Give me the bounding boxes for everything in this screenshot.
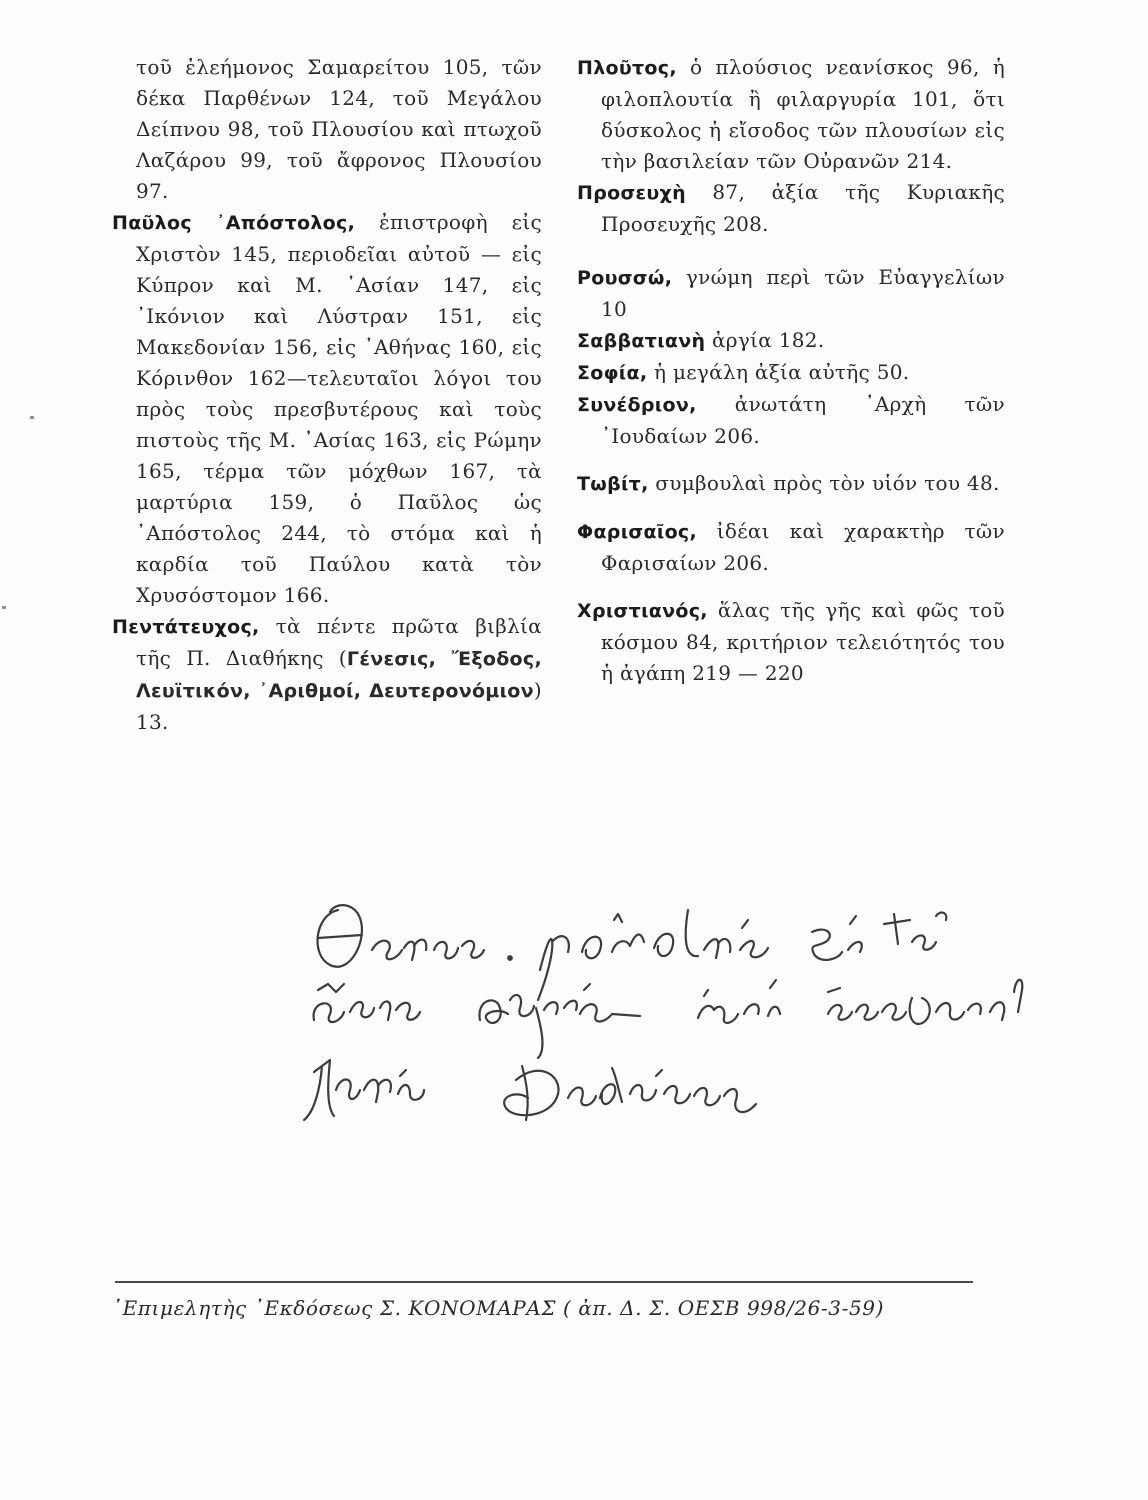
entry-heading-christianos: Χριστιανός, [577, 600, 708, 622]
entry-books-pentateuchos: Γένεσις, Ἔξοδος, Λευϊτικόν, ᾿Αριθμοί, Δευτερονόμιον [136, 648, 542, 702]
index-entry-pentateuchos [112, 611, 542, 738]
handwriting-strokes [300, 880, 1080, 1160]
entry-text-rousso: γνώμη περὶ τῶν Εὐαγγελίων 10 [601, 265, 1005, 321]
index-entry-samaritan-continuation: τοῦ ἐλεήμονος Σαμαρείτου 105, τῶν δέκα Παρθένων 124, τοῦ Μεγάλου Δείπνου 98, τοῦ Πλουσίου καὶ πτωχοῦ Λαζάρου 99, τοῦ ἄφρονος Πλουσίου 97. [136, 55, 542, 203]
index-entry-christianos [577, 595, 1005, 689]
entry-heading-synedrion: Συνέδριον, [577, 394, 697, 416]
entry-text-farisaios: ἰδέαι καὶ χαρακτὴρ τῶν Φαρισαίων 206. [601, 519, 1005, 575]
index-column-left [112, 52, 542, 738]
entry-text-sofia: ἡ μεγάλη ἀξία αὐτῆς 50. [647, 360, 910, 384]
entry-tail-pentateuchos: ) 13. [136, 678, 542, 734]
entry-text-proseuchi: 87, ἀξία τῆς Κυριακῆς Προσευχῆς 208. [601, 180, 1005, 236]
scan-speck [30, 416, 34, 419]
footer-imprint: ᾿Επιμελητὴς ᾿Εκδόσεως Σ. ΚΟΝΟΜΑΡΑΣ ( ἀπ. Δ. Σ. ΟΕΣΒ 998/26-3-59) [112, 1296, 885, 1320]
entry-heading-sofia: Σοφία, [577, 362, 648, 384]
handwritten-inscription [300, 880, 1080, 1160]
scan-speck [2, 606, 6, 609]
index-entry-pavlos [112, 207, 542, 611]
entry-heading-tovit: Τωβίτ, [577, 473, 649, 495]
entry-heading-farisaios: Φαρισαῖος, [577, 521, 697, 543]
entry-heading-pavlos: Παῦλος ᾿Απόστολος, [112, 212, 356, 234]
entry-heading-proseuchi: Προσευχὴ [577, 182, 686, 204]
entry-text-savvatiani: ἀργία 182. [705, 328, 825, 352]
entry-heading-rousso: Ρουσσώ, [577, 267, 673, 289]
index-entry-sofia [577, 357, 1005, 389]
entry-text-tovit: συμβουλαὶ πρὸς τὸν υἱόν του 48. [648, 471, 1000, 495]
entry-text-christianos: ἅλας τῆς γῆς καὶ φῶς τοῦ κόσμου 84, κριτήριον τελειότητός του ἡ ἀγάπη 219 — 220 [601, 598, 1005, 685]
index-entry-rousso [577, 262, 1005, 325]
index-entry-farisaios [577, 516, 1005, 579]
index-entry-tovit [577, 468, 1005, 500]
index-column-right [577, 52, 1005, 689]
entry-text-synedrion: ἀνωτάτη ᾿Αρχὴ τῶν ᾿Ιουδαίων 206. [601, 392, 1005, 448]
entry-text-pentateuchos: τὰ πέντε πρῶτα βιβλία τῆς Π. Διαθήκης ( [136, 614, 542, 670]
entry-heading-savvatiani: Σαββατιανὴ [577, 330, 706, 352]
entry-heading-pentateuchos: Πεντάτευχος, [112, 616, 260, 638]
index-entry-synedrion [577, 389, 1005, 452]
footer-divider [115, 1281, 973, 1283]
entry-text-ploutos: ὁ πλούσιος νεανίσκος 96, ἡ φιλοπλουτία ἢ φιλαργυρία 101, ὅτι δύσκολος ἡ εἴσοδος τῶν πλουσίων εἰς τὴν βασιλείαν τῶν Οὐρανῶν 214. [601, 55, 1005, 173]
index-entry-savvatiani [577, 325, 1005, 357]
entry-heading-ploutos: Πλοῦτος, [577, 57, 677, 79]
index-entry-proseuchi [577, 177, 1005, 240]
index-entry-ploutos [577, 52, 1005, 177]
entry-text-pavlos: ἐπιστροφὴ εἰς Χριστὸν 145, περιοδεῖαι αὐτοῦ — εἰς Κύπρον καὶ Μ. ᾿Ασίαν 147, εἰς ᾿Ικόνιον καὶ Λύστραν 151, εἰς Μακεδονίαν 156, εἰς ᾿Αθήνας 160, εἰς Κόρινθον 162—τελευταῖοι λόγοι του πρὸς τοὺς πρεσβυτέρους καὶ τοὺς πιστοὺς τῆς Μ. ᾿Ασίας 163, εἰς Ρώμην 165, τέρμα τῶν μόχθων 167, τὰ μαρτύρια 159, ὁ Παῦλος ὡς ᾿Απόστολος 244, τὸ στόμα καὶ ἡ καρδία τοῦ Παύλου κατὰ τὸν Χρυσόστομον 166. [136, 210, 542, 607]
